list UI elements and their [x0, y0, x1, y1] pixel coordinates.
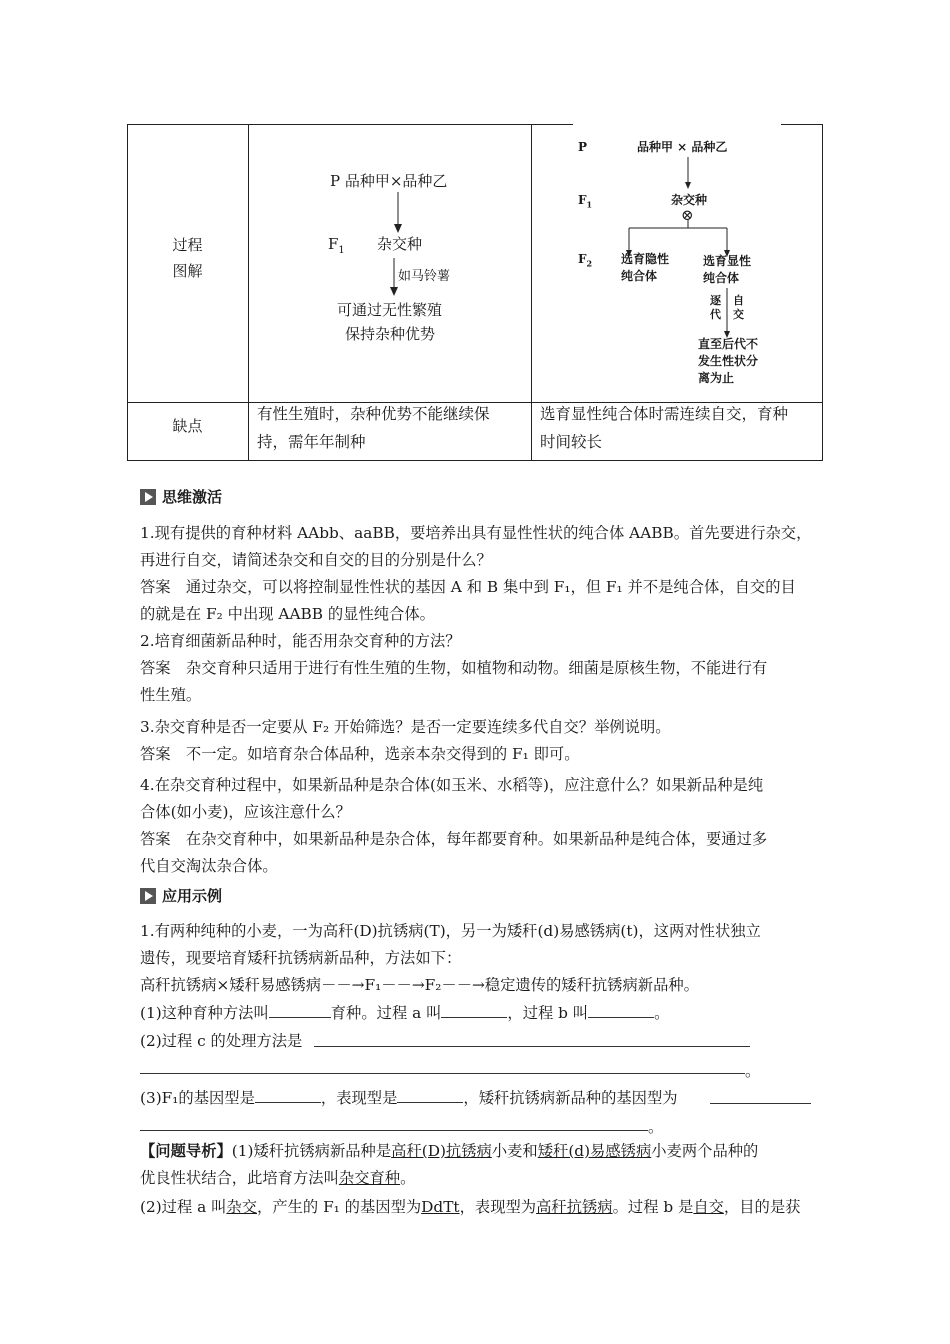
diagram2-selfing-symbol: ⊗: [681, 206, 694, 224]
text-line: 3.杂交育种是否一定要从 F₂ 开始筛选？是否一定要连续多代自交？举例说明。: [140, 718, 671, 736]
section-heading-example-text: 应用示例: [162, 887, 223, 905]
an2-text-b: 。: [400, 1169, 416, 1187]
diagram2-f1-hybrid: 杂交种: [671, 193, 708, 207]
an2-text-a: 优良性状结合，此培育方法叫: [140, 1169, 339, 1187]
diagram2-left-branch-2: 纯合体: [621, 269, 658, 283]
diagram2-f2-label: [578, 251, 592, 271]
an1-underlined-1: 高秆(D)抗锈病: [391, 1142, 492, 1160]
blank-process-b[interactable]: [588, 1001, 654, 1018]
diagram2-right-branch-2: 纯合体: [703, 271, 740, 285]
text-line: 再进行自交，请简述杂交和自交的目的分别是什么？: [140, 551, 492, 569]
answer-line: 答案 通过杂交，可以将控制显性性状的基因 A 和 B 集中到 F₁，但 F₁ 并不是纯合体，自交的目: [140, 578, 796, 596]
an2-underlined: 杂交育种: [338, 1169, 401, 1187]
diagram2-right-branch: [703, 253, 751, 287]
table-border-left: [127, 124, 128, 461]
analysis-line-1: [140, 1138, 815, 1164]
text-line: 合体(如小麦)，应该注意什么？: [140, 803, 351, 821]
breeding-comparison-table: [127, 124, 823, 461]
blank-f1-phenotype[interactable]: [397, 1086, 463, 1103]
subquestion-2: [140, 1028, 815, 1054]
an1-text-b: 小麦和: [491, 1142, 538, 1160]
play-triangle-icon: [140, 888, 156, 904]
defect-sexual-line2: 时间较长: [540, 433, 603, 451]
diagram2-arrow-1: [682, 157, 694, 191]
table-border-bottom: [127, 460, 823, 461]
play-triangle-icon: [140, 489, 156, 505]
question-line: 遗传，现要培育矮秆抗锈病新品种，方法如下：: [140, 949, 462, 967]
diagram2-arrow-selfing: [721, 288, 733, 340]
an3-text-a: (2)过程 a 叫: [140, 1198, 227, 1216]
blank-process-c-line2[interactable]: [140, 1073, 745, 1074]
section-heading-thinking: [140, 486, 222, 507]
sub2-text-a: (2)过程 c 的处理方法是: [140, 1032, 303, 1050]
diagram2-loop-right: [733, 294, 744, 322]
an1-text-c: 小麦两个品种的: [651, 1142, 759, 1160]
diagram2-f2-letter: F: [578, 252, 587, 266]
subquestion-1: [140, 1000, 815, 1026]
an3-underlined-2: DdTt: [421, 1198, 460, 1216]
diagram2-f1-label: [578, 192, 592, 212]
sub1-text-c: ，过程 b 叫: [507, 1004, 589, 1022]
diagram2-end-text: [698, 336, 758, 387]
text-line: 2.培育细菌新品种时，能否用杂交育种的方法？: [140, 632, 461, 650]
diagram2-left-branch-1: 选育隐性: [621, 252, 670, 266]
section-heading-thinking-text: 思维激活: [162, 488, 223, 506]
diagram2-f2-sub: 2: [586, 258, 593, 269]
diagram1-f1-label: [328, 235, 345, 260]
an3-text-e: ，目的是获: [723, 1198, 801, 1216]
an3-underlined-1: 杂交: [226, 1198, 258, 1216]
an3-text-b: ，产生的 F₁ 的基因型为: [257, 1198, 422, 1216]
question-line: 1.有两种纯种的小麦，一为高秆(D)抗锈病(T)，另一为矮秆(d)易感锈病(t)，这两对性状独立: [140, 922, 761, 940]
defect-sexual-line1: 选育显性纯合体时需连续自交，育种: [540, 405, 789, 423]
an3-text-c: ，表现型为: [459, 1198, 537, 1216]
diagram2-f1-sub: 1: [586, 199, 593, 210]
diagram1-f1-sub: 1: [338, 245, 345, 256]
row-label-process: [127, 232, 248, 284]
diagram2-loop-left: [710, 294, 721, 322]
defect-asexual-line1: 有性生殖时，杂种优势不能继续保: [257, 405, 490, 423]
sub1-text-b: 育种。过程 a 叫: [330, 1004, 442, 1022]
diagram2-loop-left-1: 逐: [710, 294, 721, 307]
section-heading-example: [140, 885, 222, 906]
an1-text-a: (1)矮秆抗锈病新品种是: [231, 1142, 392, 1160]
answer-line: 代自交淘汰杂合体。: [140, 857, 278, 875]
table-border-top-left: [127, 124, 573, 125]
answer-line: 的就是在 F₂ 中出现 AABB 的显性纯合体。: [140, 605, 435, 623]
blank-method[interactable]: [269, 1001, 331, 1018]
diagram1-arrow-1: [391, 192, 405, 234]
diagram1-f1-letter: F: [328, 235, 339, 253]
diagram2-loop-right-1: 自: [733, 294, 744, 307]
diagram2-f1-letter: F: [578, 193, 587, 207]
diagram2-end-1: 直至后代不: [698, 337, 759, 351]
blank-new-genotype-line2[interactable]: [140, 1130, 648, 1131]
sub3-end: 。: [648, 1118, 664, 1136]
diagram2-left-branch: [621, 251, 669, 285]
an3-text-d: 。过程 b 是: [612, 1198, 694, 1216]
sub1-text-d: 。: [654, 1004, 670, 1022]
diagram1-f1-hybrid: 杂交种: [377, 235, 423, 253]
defect-asexual: [257, 400, 527, 456]
table-divider-col2: [531, 124, 532, 461]
table-border-right: [822, 124, 823, 461]
answer-line: 答案 杂交育种只适用于进行有性生殖的生物，如植物和动物。细菌是原核生物，不能进行有: [140, 659, 768, 677]
row-label-process-line1: 过程: [172, 236, 203, 254]
sub1-text-a: (1)这种育种方法叫: [140, 1004, 269, 1022]
row-label-defect: 缺点: [172, 417, 203, 435]
diagram1-arrow-note: 如马铃薯: [398, 269, 451, 284]
blank-process-a[interactable]: [441, 1001, 507, 1018]
an3-underlined-4: 自交: [693, 1198, 724, 1216]
diagram2-right-branch-1: 选育显性: [703, 254, 752, 268]
an1-underlined-2: 矮秆(d)易感锈病: [537, 1142, 652, 1160]
diagram2-end-2: 发生性状分: [698, 354, 759, 368]
row-label-process-line2: 图解: [172, 262, 203, 280]
analysis-line-3: [140, 1194, 815, 1220]
diagram2-p-label: P: [578, 140, 588, 154]
defect-sexual: [540, 400, 820, 456]
answer-line: 答案 在杂交育种中，如果新品种是杂合体，每年都要育种。如果新品种是纯合体，要通过多: [140, 830, 768, 848]
sub3-text-c: ，矮秆抗锈病新品种的基因型为: [463, 1089, 678, 1107]
blank-new-genotype-line1[interactable]: [710, 1103, 811, 1104]
sub3-text-a: (3)F₁的基因型是: [140, 1089, 255, 1107]
diagram1-parents: P 品种甲×品种乙: [330, 172, 448, 190]
answer-line: 答案 不一定。如培育杂合体品种，选亲本杂交得到的 F₁ 即可。: [140, 745, 580, 763]
an3-underlined-3: 高秆抗锈病: [536, 1198, 613, 1216]
question-line: 高秆抗锈病×矮秆易感锈病－－→F₁－－→F₂－－→稳定遗传的矮秆抗锈病新品种。: [140, 976, 699, 994]
text-line: 1.现有提供的育种材料 AAbb、aaBB，要培养出具有显性性状的纯合体 AABB。首先要进行杂交，: [140, 524, 812, 542]
sub2-end: 。: [745, 1062, 761, 1080]
diagram2-loop-right-2: 交: [733, 308, 744, 321]
blank-f1-genotype[interactable]: [255, 1086, 321, 1103]
diagram1-result-1: 可通过无性繁殖: [337, 301, 443, 319]
subquestion-3: [140, 1085, 815, 1111]
analysis-tag: 【问题导析】: [140, 1142, 232, 1160]
text-line: 4.在杂交育种过程中，如果新品种是杂合体(如玉米、水稻等)，应注意什么？如果新品种是纯: [140, 776, 764, 794]
table-border-top-right: [781, 124, 823, 125]
diagram2-loop-left-2: 代: [710, 308, 721, 321]
diagram2-parents: 品种甲 × 品种乙: [637, 140, 728, 154]
diagram2-end-3: 离为止: [698, 371, 735, 385]
defect-asexual-line2: 持，需年年制种: [257, 433, 366, 451]
analysis-line-2: [140, 1165, 815, 1191]
blank-process-c-line1[interactable]: [314, 1046, 750, 1047]
table-divider-col1: [248, 124, 249, 461]
sub3-text-b: ，表现型是: [320, 1089, 398, 1107]
diagram1-result-2: 保持杂种优势: [345, 325, 436, 343]
answer-line: 性生殖。: [140, 686, 202, 704]
